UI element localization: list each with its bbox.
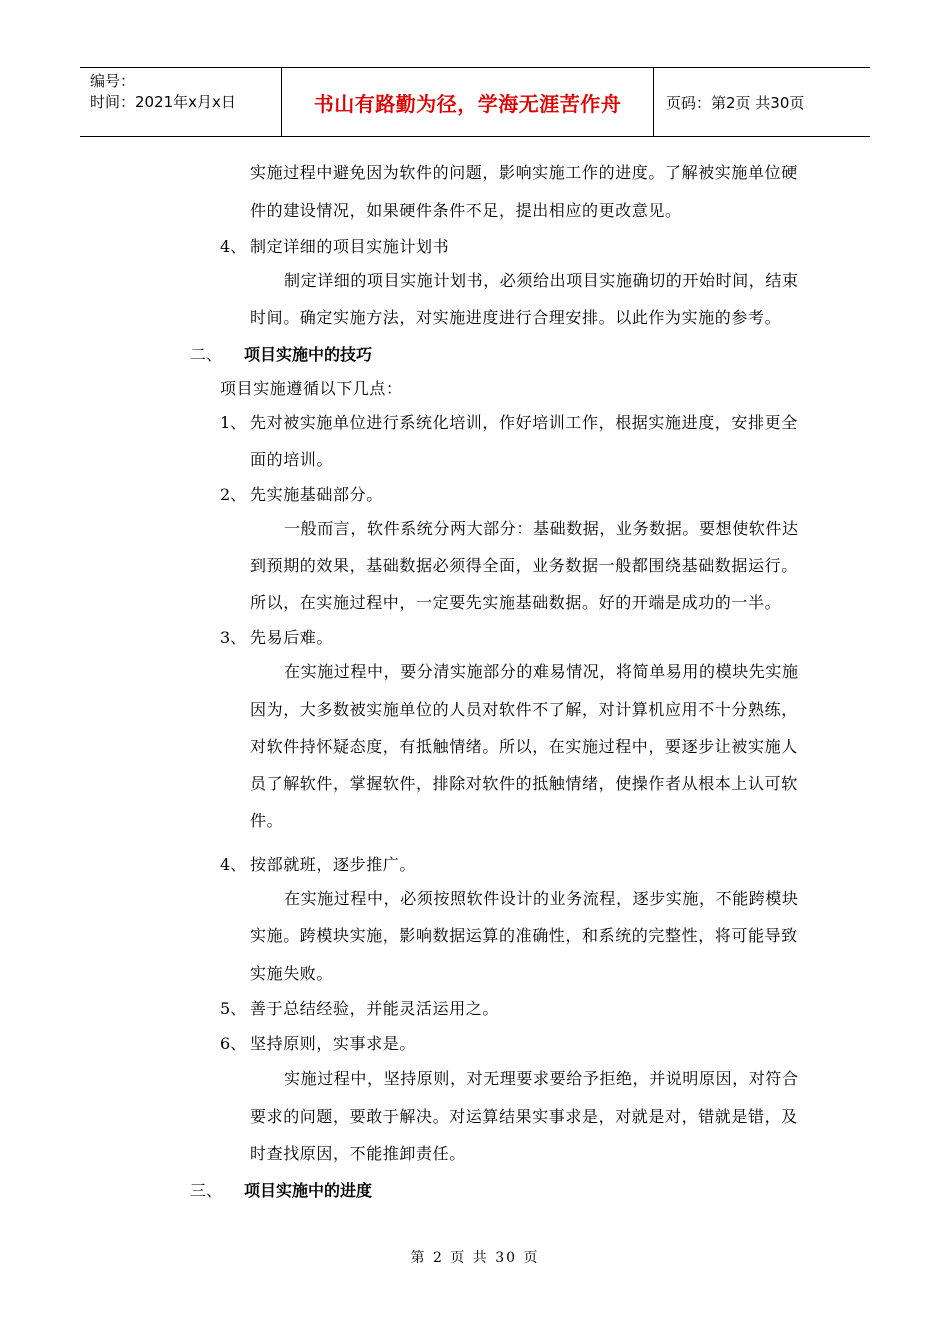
paragraph-line: 实施过程中，坚持原则，对无理要求要给予拒绝，并说明原因，对符合 bbox=[284, 1069, 799, 1088]
paragraph-line: 实施失败。 bbox=[250, 964, 334, 983]
header-page-number: 页码：第2页 共30页 bbox=[666, 93, 805, 112]
list-number: 2、 bbox=[220, 485, 247, 504]
list-number: 5、 bbox=[220, 999, 247, 1018]
paragraph-line: 对软件持怀疑态度，有抵触情绪。所以，在实施过程中，要逐步让被实施人 bbox=[250, 737, 798, 756]
header-page-cell bbox=[654, 68, 870, 136]
paragraph-line: 到预期的效果，基础数据必须得全面，业务数据一般都围绕基础数据运行。 bbox=[250, 556, 798, 575]
paragraph-line: 制定详细的项目实施计划书，必须给出项目实施确切的开始时间，结束 bbox=[284, 271, 799, 290]
document-time-label: 时间：2021年x月x日 bbox=[90, 93, 236, 111]
list-number: 1、 bbox=[220, 413, 247, 432]
paragraph-line: 在实施过程中，要分清实施部分的难易情况，将简单易用的模块先实施 bbox=[284, 662, 799, 681]
section-heading: 项目实施中的技巧 bbox=[244, 345, 373, 364]
header-meta-cell bbox=[80, 68, 282, 136]
paragraph-line: 在实施过程中，必须按照软件设计的业务流程，逐步实施，不能跨模块 bbox=[284, 889, 799, 908]
paragraph-line: 所以，在实施过程中，一定要先实施基础数据。好的开端是成功的一半。 bbox=[250, 593, 782, 612]
list-item-title: 先实施基础部分。 bbox=[250, 485, 383, 504]
paragraph-line: 一般而言，软件系统分两大部分：基础数据，业务数据。要想使软件达 bbox=[284, 519, 799, 538]
list-item-title: 先易后难。 bbox=[250, 628, 334, 647]
list-item-title: 先对被实施单位进行系统化培训，作好培训工作，根据实施进度，安排更全 bbox=[250, 413, 798, 432]
paragraph-line: 因为，大多数被实施单位的人员对软件不了解，对计算机应用不十分熟练， bbox=[250, 700, 798, 719]
paragraph-line: 件的建设情况，如果硬件条件不足，提出相应的更改意见。 bbox=[250, 201, 682, 220]
list-number: 4、 bbox=[220, 855, 247, 874]
list-item-title: 善于总结经验，并能灵活运用之。 bbox=[250, 999, 500, 1018]
list-item-title: 制定详细的项目实施计划书 bbox=[250, 237, 450, 256]
paragraph-line: 时查找原因，不能推卸责任。 bbox=[250, 1144, 466, 1163]
section-number: 二、 bbox=[190, 345, 223, 364]
paragraph-line: 员了解软件，掌握软件，排除对软件的抵触情绪，使操作者从根本上认可软 bbox=[250, 774, 798, 793]
paragraph-line: 件。 bbox=[250, 811, 284, 830]
page-footer: 第 2 页 共 30 页 bbox=[410, 1250, 540, 1266]
list-number: 3、 bbox=[220, 628, 247, 647]
list-item-title: 坚持原则，实事求是。 bbox=[250, 1034, 417, 1053]
paragraph-line: 时间。确定实施方法，对实施进度进行合理安排。以此作为实施的参考。 bbox=[250, 308, 782, 327]
header-motto-cell bbox=[282, 68, 654, 136]
page-header bbox=[80, 67, 870, 137]
paragraph-line: 项目实施遵循以下几点： bbox=[220, 379, 403, 398]
paragraph-line: 实施过程中避免因为软件的问题，影响实施工作的进度。了解被实施单位硬 bbox=[250, 163, 798, 182]
header-motto: 书山有路勤为径，学海无涯苦作舟 bbox=[313, 91, 622, 116]
list-number: 4、 bbox=[220, 237, 247, 256]
paragraph-line: 实施。跨模块实施，影响数据运算的准确性，和系统的完整性，将可能导致 bbox=[250, 926, 798, 945]
paragraph-line: 面的培训。 bbox=[250, 450, 334, 469]
list-item-title: 按部就班，逐步推广。 bbox=[250, 855, 417, 874]
section-heading: 项目实施中的进度 bbox=[244, 1181, 373, 1200]
list-number: 6、 bbox=[220, 1034, 247, 1053]
document-number-label: 编号： bbox=[90, 72, 136, 90]
section-number: 三、 bbox=[190, 1181, 223, 1200]
paragraph-line: 要求的问题，要敢于解决。对运算结果实事求是，对就是对，错就是错，及 bbox=[250, 1107, 798, 1126]
